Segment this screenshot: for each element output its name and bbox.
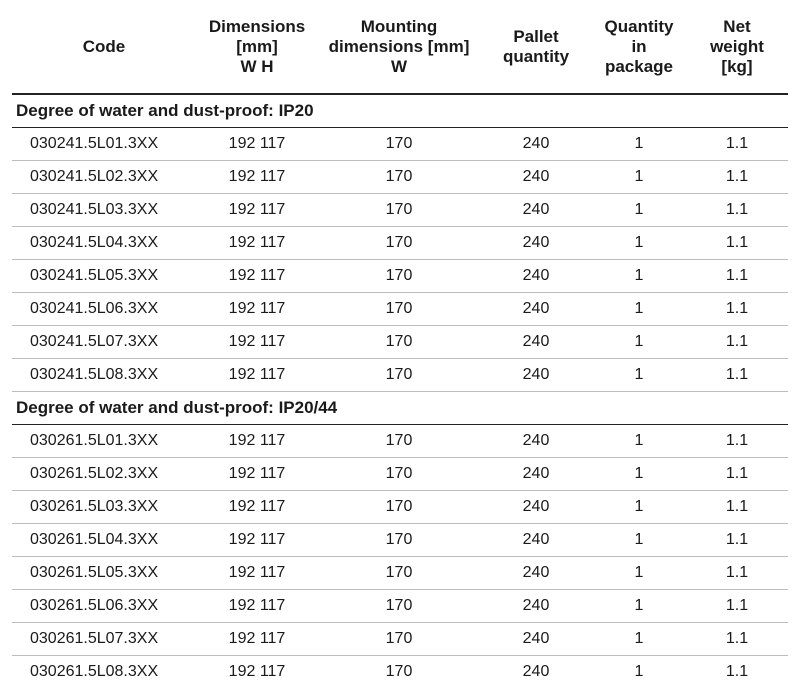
cell-code: 030261.5L07.3XX (12, 623, 196, 656)
cell-quantity-in-package: 1 (592, 590, 686, 623)
cell-net-weight: 1.1 (686, 425, 788, 458)
table-row (12, 227, 788, 260)
cell-dimensions: 192 117 (196, 590, 318, 623)
cell-pallet-quantity: 240 (480, 425, 592, 458)
header-line: Code (82, 36, 126, 56)
cell-code: 030261.5L05.3XX (12, 557, 196, 590)
cell-dimensions: 192 117 (196, 557, 318, 590)
cell-net-weight: 1.1 (686, 623, 788, 656)
cell-mounting-dimensions: 170 (318, 590, 480, 623)
header-pallet-quantity (480, 0, 592, 94)
cell-net-weight: 1.1 (686, 590, 788, 623)
cell-net-weight: 1.1 (686, 293, 788, 326)
header-line: W (390, 56, 408, 76)
table-row (12, 491, 788, 524)
cell-pallet-quantity: 240 (480, 458, 592, 491)
cell-pallet-quantity: 240 (480, 161, 592, 194)
cell-pallet-quantity: 240 (480, 359, 592, 392)
cell-quantity-in-package: 1 (634, 663, 644, 680)
table-row (12, 260, 788, 293)
header-net-weight (686, 0, 788, 94)
cell-dimensions: 192 117 (196, 260, 318, 293)
header-dimensions (196, 0, 318, 94)
cell-mounting-dimensions: 170 (318, 293, 480, 326)
cell-pallet-quantity: 240 (480, 524, 592, 557)
table-row (12, 524, 788, 557)
cell-code: 030261.5L04.3XX (12, 524, 196, 557)
cell-code: 030241.5L08.3XX (12, 359, 196, 392)
cell-quantity-in-package: 1 (592, 458, 686, 491)
cell-dimensions: 192 117 (196, 623, 318, 656)
cell-mounting-dimensions: 170 (318, 161, 480, 194)
cell-mounting-dimensions: 170 (318, 227, 480, 260)
cell-net-weight: 1.1 (686, 557, 788, 590)
cell-quantity-in-package: 1 (592, 425, 686, 458)
cell-pallet-quantity: 240 (480, 293, 592, 326)
header-row (12, 0, 788, 94)
cell-quantity-in-package: 1 (592, 128, 686, 161)
table-row (12, 194, 788, 227)
cell-code: 030241.5L05.3XX (12, 260, 196, 293)
header-line: in (631, 36, 647, 56)
cell-mounting-dimensions: 170 (385, 663, 413, 680)
header-mounting-dimensions (318, 0, 480, 94)
table-row (12, 425, 788, 458)
cell-code: 030241.5L07.3XX (12, 326, 196, 359)
cell-pallet-quantity: 240 (480, 590, 592, 623)
header-line: [mm] (236, 36, 278, 56)
table-body (12, 94, 788, 688)
cell-quantity-in-package: 1 (592, 293, 686, 326)
cell-mounting-dimensions: 170 (318, 128, 480, 161)
cell-mounting-dimensions: 170 (318, 194, 480, 227)
cell-code: 030261.5L06.3XX (12, 590, 196, 623)
cell-code: 030261.5L08.3XX (30, 663, 159, 680)
cell-quantity-in-package: 1 (592, 227, 686, 260)
cell-mounting-dimensions: 170 (318, 458, 480, 491)
cell-quantity-in-package: 1 (592, 623, 686, 656)
cell-dimensions: 192 117 (196, 458, 318, 491)
cell-quantity-in-package: 1 (592, 326, 686, 359)
header-line: weight (710, 36, 764, 56)
table-row (12, 557, 788, 590)
cell-net-weight: 1.1 (686, 326, 788, 359)
cell-pallet-quantity: 240 (480, 491, 592, 524)
cell-code: 030241.5L01.3XX (12, 128, 196, 161)
cell-net-weight: 1.1 (686, 194, 788, 227)
header-line: package (604, 56, 674, 76)
cell-mounting-dimensions: 170 (318, 623, 480, 656)
table-row (12, 623, 788, 656)
header-line: Mounting (360, 16, 438, 36)
table-row (12, 128, 788, 161)
cell-code: 030241.5L06.3XX (12, 293, 196, 326)
cell-mounting-dimensions: 170 (318, 425, 480, 458)
table-row (12, 656, 788, 689)
cell-net-weight: 1.1 (686, 128, 788, 161)
cell-mounting-dimensions: 170 (318, 260, 480, 293)
cell-net-weight: 1.1 (686, 524, 788, 557)
cell-dimensions: 192 117 (196, 359, 318, 392)
cell-dimensions: 192 117 (196, 524, 318, 557)
cell-quantity-in-package: 1 (592, 491, 686, 524)
table-row (12, 326, 788, 359)
cell-pallet-quantity: 240 (480, 623, 592, 656)
table-row (12, 590, 788, 623)
cell-mounting-dimensions: 170 (318, 359, 480, 392)
cell-mounting-dimensions: 170 (318, 557, 480, 590)
cell-code: 030261.5L02.3XX (12, 458, 196, 491)
table-row (12, 293, 788, 326)
header-line: dimensions [mm] (328, 36, 470, 56)
header-line: Pallet (513, 26, 559, 46)
cell-code: 030261.5L01.3XX (12, 425, 196, 458)
cell-dimensions: 192 117 (196, 161, 318, 194)
header-line: quantity (502, 46, 570, 66)
cell-pallet-quantity: 240 (480, 227, 592, 260)
header-line: Quantity (604, 16, 674, 36)
cell-dimensions: 192 117 (196, 293, 318, 326)
cell-quantity-in-package: 1 (592, 260, 686, 293)
header-quantity-in-package (592, 0, 686, 94)
cell-quantity-in-package: 1 (592, 524, 686, 557)
cell-dimensions: 192 117 (196, 326, 318, 359)
cell-dimensions: 192 117 (196, 227, 318, 260)
cell-quantity-in-package: 1 (592, 161, 686, 194)
cell-pallet-quantity: 240 (522, 663, 550, 680)
cell-pallet-quantity: 240 (480, 326, 592, 359)
cell-net-weight: 1.1 (686, 227, 788, 260)
cell-net-weight: 1.1 (686, 458, 788, 491)
cell-dimensions: 192 117 (196, 425, 318, 458)
cell-net-weight: 1.1 (686, 491, 788, 524)
header-line: W H (240, 56, 274, 76)
cell-net-weight: 1.1 (686, 161, 788, 194)
header-code (12, 0, 196, 94)
product-spec-table (12, 0, 788, 688)
header-line: [kg] (721, 56, 753, 76)
cell-code: 030241.5L02.3XX (12, 161, 196, 194)
cell-code: 030241.5L04.3XX (12, 227, 196, 260)
cell-pallet-quantity: 240 (480, 194, 592, 227)
header-line: Dimensions (208, 16, 306, 36)
cell-net-weight: 1.1 (686, 359, 788, 392)
section-title: Degree of water and dust-proof: IP20/44 (12, 392, 788, 425)
cell-mounting-dimensions: 170 (318, 326, 480, 359)
cell-dimensions: 192 117 (196, 128, 318, 161)
table-row (12, 161, 788, 194)
cell-dimensions: 192 117 (196, 194, 318, 227)
cell-code: 030241.5L03.3XX (12, 194, 196, 227)
table-row (12, 458, 788, 491)
cell-dimensions: 192 117 (228, 663, 286, 680)
table-row (12, 359, 788, 392)
cell-code: 030261.5L03.3XX (12, 491, 196, 524)
cell-pallet-quantity: 240 (480, 557, 592, 590)
header-line: Net (723, 16, 751, 36)
cell-dimensions: 192 117 (196, 491, 318, 524)
cell-pallet-quantity: 240 (480, 260, 592, 293)
cell-quantity-in-package: 1 (592, 194, 686, 227)
cell-mounting-dimensions: 170 (318, 524, 480, 557)
cell-quantity-in-package: 1 (592, 557, 686, 590)
cell-net-weight: 1.1 (686, 260, 788, 293)
section-row (12, 392, 788, 425)
cell-pallet-quantity: 240 (480, 128, 592, 161)
cell-quantity-in-package: 1 (592, 359, 686, 392)
section-title: Degree of water and dust-proof: IP20 (12, 94, 788, 128)
section-row (12, 94, 788, 128)
cell-mounting-dimensions: 170 (318, 491, 480, 524)
cell-net-weight: 1.1 (725, 663, 749, 680)
